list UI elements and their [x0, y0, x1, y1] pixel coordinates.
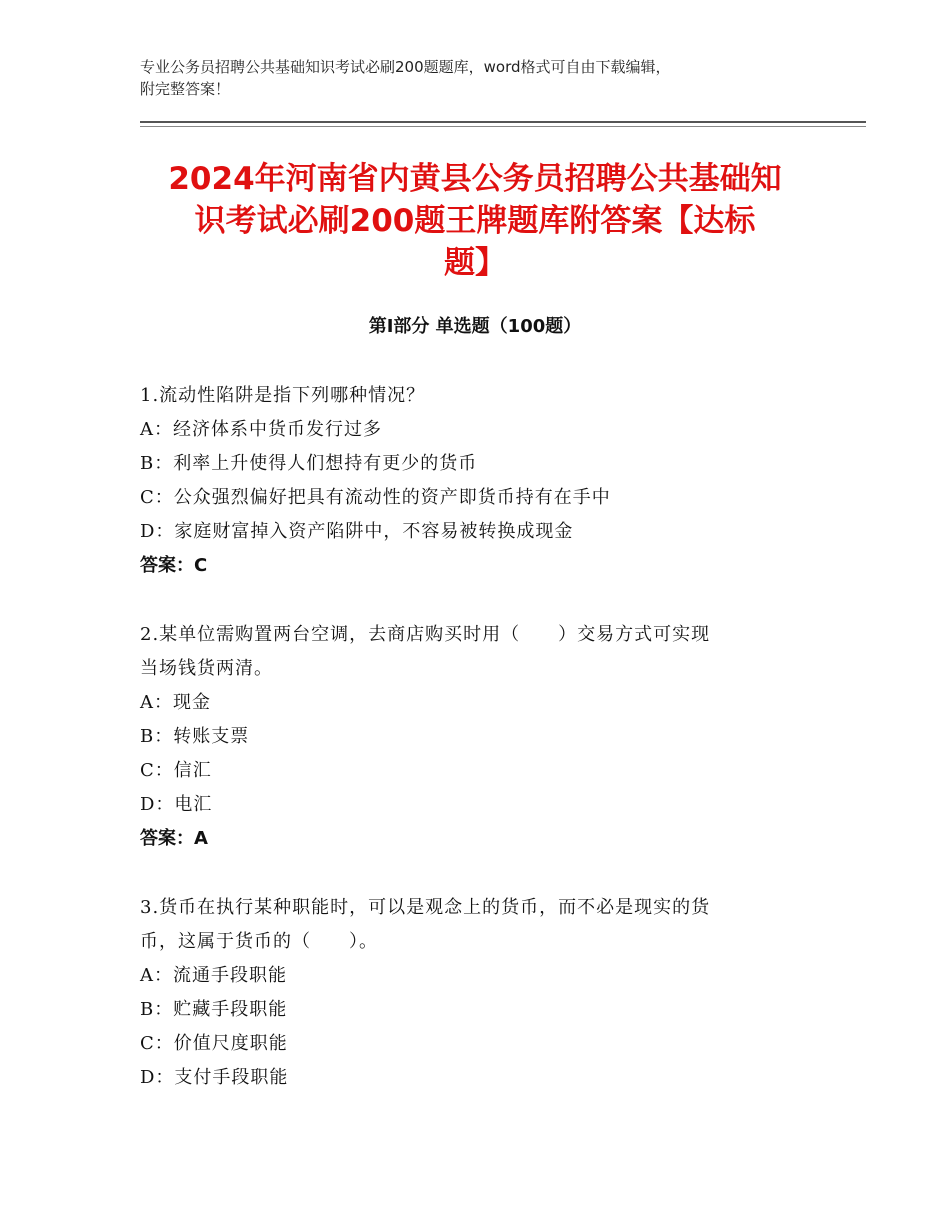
option-d: D：家庭财富掉入资产陷阱中，不容易被转换成现金	[140, 521, 574, 542]
question-2	[140, 618, 810, 856]
section-heading: 第Ⅰ部分 单选题（100题）	[368, 316, 582, 337]
question-stem: 2.某单位需购置两台空调，去商店购买时用（ ）交易方式可实现	[140, 624, 711, 645]
header-note-line-2: 附完整答案！	[140, 80, 231, 98]
title-line-2: 识考试必刷200题王牌题库附答案【达标	[194, 203, 756, 239]
header-rule-thick	[140, 121, 866, 123]
option-c: C：信汇	[140, 760, 212, 781]
question-stem: 1.流动性陷阱是指下列哪种情况？	[140, 385, 426, 406]
title-line-1: 2024年河南省内黄县公务员招聘公共基础知	[168, 161, 782, 197]
question-stem-continued: 币，这属于货币的（ ）。	[140, 931, 378, 952]
option-d: D：电汇	[140, 794, 213, 815]
header-note-line-1: 专业公务员招聘公共基础知识考试必刷200题题库，word格式可自由下载编辑，	[140, 58, 671, 76]
title-line-3: 题】	[444, 245, 506, 281]
option-a: A：现金	[140, 692, 211, 713]
question-stem-continued: 当场钱货两清。	[140, 658, 273, 679]
option-b: B：贮藏手段职能	[140, 999, 288, 1020]
document-title	[140, 158, 810, 284]
header-rule-thin	[140, 126, 866, 127]
question-1	[140, 379, 810, 583]
option-b: B：转账支票	[140, 726, 250, 747]
option-b: B：利率上升使得人们想持有更少的货币	[140, 453, 478, 474]
answer-key: 答案：A	[140, 828, 208, 849]
header-note	[140, 56, 800, 100]
question-3	[140, 891, 810, 1095]
option-d: D：支付手段职能	[140, 1067, 289, 1088]
option-a: A：流通手段职能	[140, 965, 287, 986]
option-c: C：公众强烈偏好把具有流动性的资产即货币持有在手中	[140, 487, 611, 508]
option-c: C：价值尺度职能	[140, 1033, 288, 1054]
option-a: A：经济体系中货币发行过多	[140, 419, 382, 440]
question-stem: 3.货币在执行某种职能时，可以是观念上的货币，而不必是现实的货	[140, 897, 711, 918]
answer-key: 答案：C	[140, 555, 208, 576]
